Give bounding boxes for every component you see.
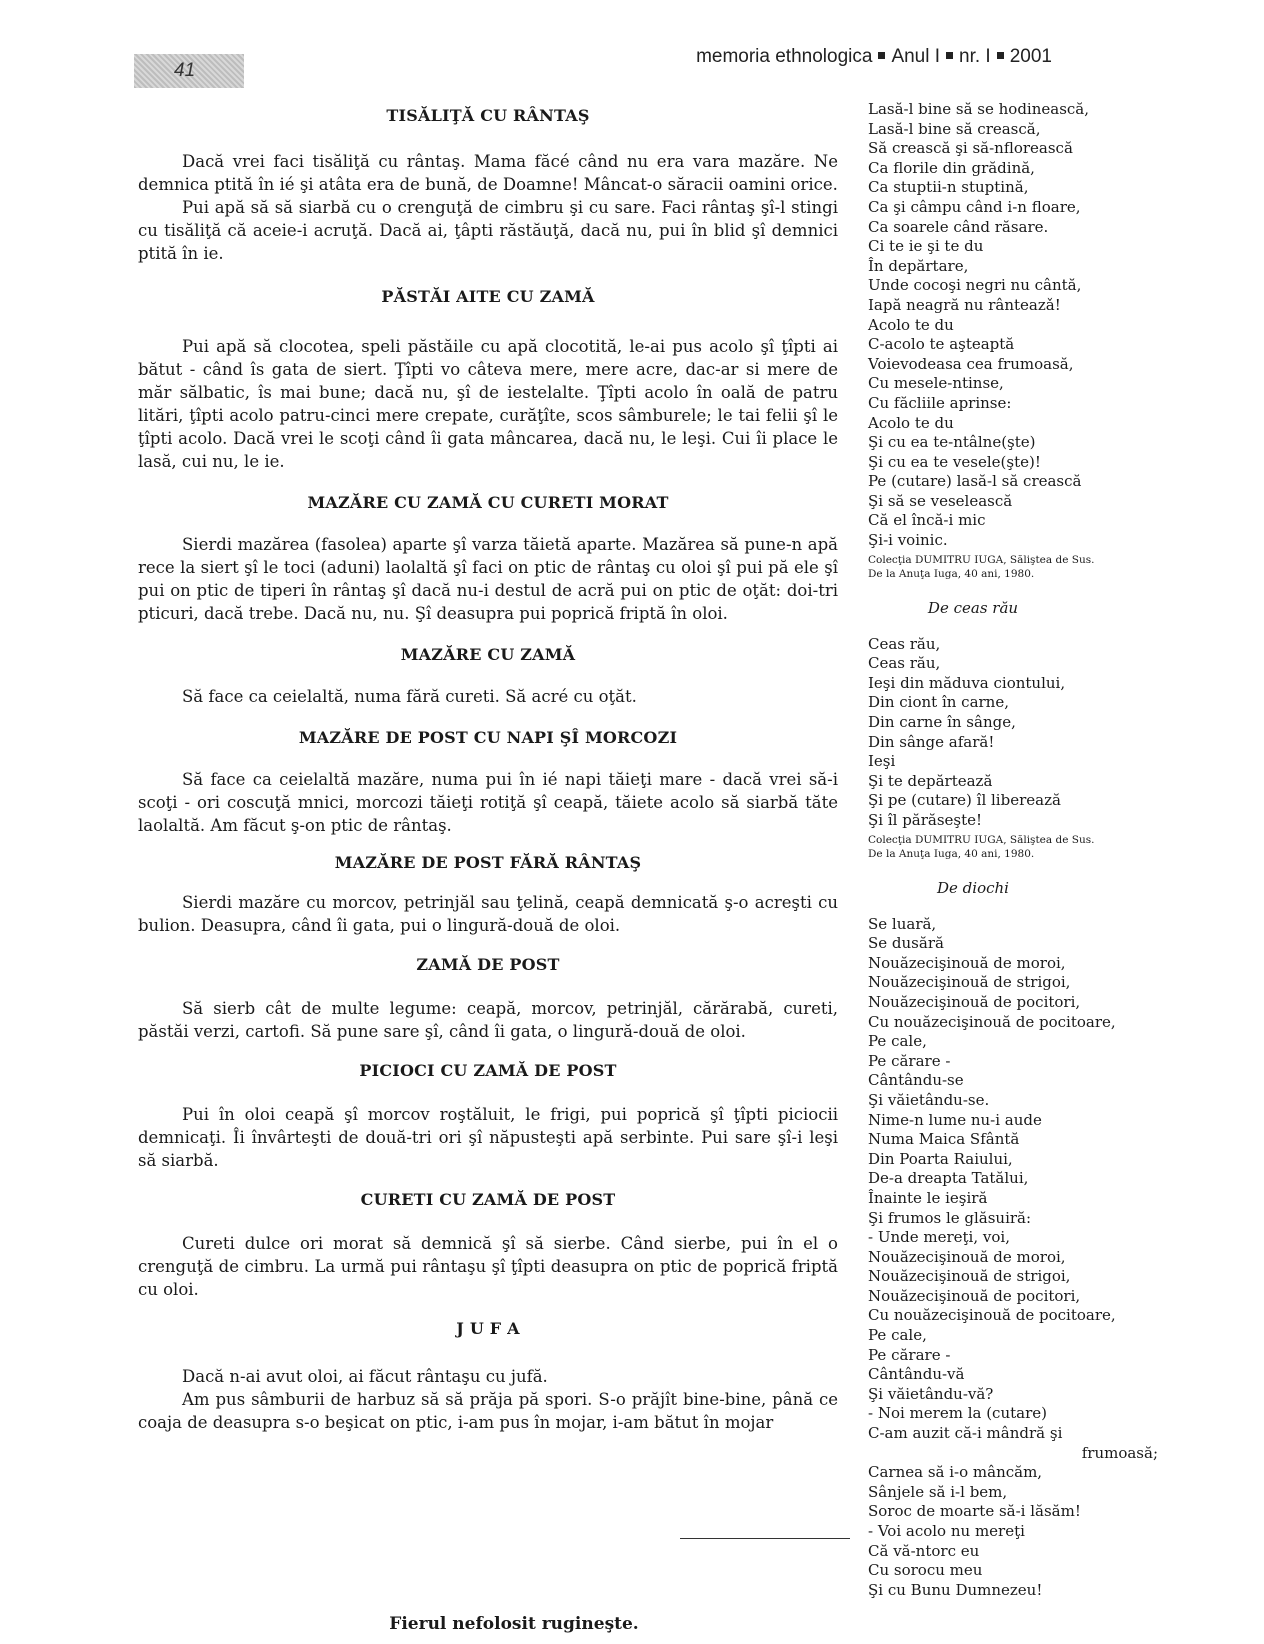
poem-line: Că el încă-i mic [868, 511, 986, 530]
poem-line: De-a dreapta Tatălui, [868, 1169, 1029, 1188]
informant-credit: De la Anuţa Iuga, 40 ani, 1980. [868, 847, 1035, 860]
poem-line: Şi pe (cutare) îl liberează [868, 791, 1061, 810]
poem-line: Ieşi din măduva ciontului, [868, 673, 1066, 692]
recipe-section [138, 287, 838, 473]
poem-line: C-am auzit că-i mândră şi [868, 1424, 1063, 1443]
recipe-paragraph: Dacă n-ai avut oloi, ai făcut rântaşu cu jufă. [182, 1367, 548, 1386]
poem-line: Nime-n lume nu-i aude [868, 1110, 1042, 1129]
recipe-title: MAZĂRE DE POST FĂRĂ RÂNTAŞ [334, 853, 642, 872]
recipe-paragraph: Dacă vrei faci tisăliţă cu rântaş. Mama făcé când nu era vara mazăre. Ne demnica ptită în ié şi atâta era de bună, de Doamne! Mâncat-o săracii oamini orice. [138, 152, 838, 194]
recipe-paragraph: Am pus sâmburii de harbuz să să prăja pă spori. S-o prăjît bine-bine, până ce coaja de deasupra s-o beşicat on ptic, i-am pus în mojar, i-am bătut în mojar [138, 1390, 838, 1432]
poem-line: Şi cu ea te vesele(şte)! [868, 452, 1041, 471]
journal-issue: nr. I [959, 46, 991, 67]
informant-credit: De la Anuţa Iuga, 40 ani, 1980. [868, 567, 1035, 580]
journal-header [696, 46, 1052, 68]
poem-line: Şi văietându-se. [868, 1090, 990, 1109]
page-number: 41 [134, 54, 244, 88]
bullet-square-icon [946, 52, 953, 59]
collection-credit: Colecţia DUMITRU IUGA, Săliştea de Sus. [868, 833, 1095, 846]
bullet-square-icon [997, 52, 1004, 59]
poem-line: Unde cocoşi negri nu cântă, [868, 276, 1082, 295]
poem-line: - Unde mereţi, voi, [868, 1228, 1010, 1247]
recipe-title: MAZĂRE CU ZAMĂ CU CURETI MORAT [307, 493, 669, 512]
poem-line: Cântându-vă [868, 1365, 965, 1384]
poem-line: Cântându-se [868, 1071, 964, 1090]
poem-line: Cu nouăzecişinouă de pocitoare, [868, 1012, 1116, 1031]
poem-line: Acolo te du [868, 413, 954, 432]
recipe-section [138, 955, 838, 1043]
poem-line: Nouăzecişinouă de pocitori, [868, 1286, 1081, 1305]
poem-line: Că vă-ntorc eu [868, 1541, 980, 1560]
recipe-paragraph: Cureti dulce ori morat să demnică şî să sierbe. Când sierbe, pui în el o crenguţă de cimbru. La urmă pui rântaşu şî ţîpti deasupra on ptic de poprică friptă cu oloi. [138, 1234, 838, 1299]
poem-line: Ceas rău, [868, 634, 941, 653]
poem-line: - Noi merem la (cutare) [868, 1404, 1047, 1423]
poem-line: Pe cărare - [868, 1345, 951, 1364]
poems-column [868, 100, 1168, 1600]
recipe-paragraph: Să face ca ceielaltă, numa fără cureti. Să acré cu oţăt. [182, 687, 637, 706]
recipe-title: MAZĂRE CU ZAMĂ [400, 645, 576, 664]
poem-line: Nouăzecişinouă de pocitori, [868, 992, 1081, 1011]
recipe-title: PICIOCI CU ZAMĂ DE POST [359, 1061, 617, 1080]
proverb: Fierul nefolosit rugineşte. [389, 1614, 639, 1634]
poem-line: - Voi acolo nu mereţi [868, 1522, 1025, 1540]
recipe-title: MAZĂRE DE POST CU NAPI ŞÎ MORCOZI [298, 728, 678, 747]
recipe-title: ZAMĂ DE POST [416, 955, 560, 974]
poem-line: Ca şi câmpu când i-n floare, [868, 197, 1081, 216]
recipe-section [138, 728, 838, 837]
recipe-section [138, 1319, 838, 1434]
poem-line-continuation: frumoasă; [1081, 1443, 1158, 1462]
poem-3 [868, 879, 1168, 1601]
recipe-section [138, 493, 838, 625]
recipe-paragraph: Pui apă să clocotea, speli păstăile cu apă clocotită, le-ai pus acolo şî ţîpti ai bătut - când îs gata de siert. Ţîpti vo câteva mere, mere acre, dac-ar si mere de măr sălbatic, îs mai bune; dacă nu, şî de iestelalte. Ţîpti acolo în oală de patru litări, ţîpti acolo patru-cinci mere crepate, curăţîte, scos sâmburele; le tai felii şî le ţîpti acolo. Dacă vrei le scoţi când îi gata mâncarea, dacă nu, le leşi. Cui îi place le lasă, cui nu, le ie. [138, 337, 838, 471]
poem-line: Ca soarele când răsare. [868, 217, 1049, 236]
recipe-paragraph: Să face ca ceielaltă mazăre, numa pui în ié napi tăieţi mare - dacă vrei să-i scoţi - ori coscuţă mnici, morcozi tăieţi rotiţă şî ceapă, tăiete acolo să siarbă tăte laolaltă. Am făcut ş-on ptic de rântaş. [138, 770, 838, 835]
poem-line: Se dusără [868, 934, 944, 953]
journal-year: 2001 [1009, 46, 1052, 67]
poem-line: Şi frumos le glăsuiră: [868, 1208, 1032, 1227]
poem-line: Să crească şi să-nflorească [868, 139, 1073, 158]
poem-line: Ca stuptii-n stuptină, [868, 178, 1029, 197]
recipe-title: PĂSTĂI AITE CU ZAMĂ [381, 287, 595, 306]
recipe-paragraph: Să sierb cât de multe legume: ceapă, morcov, petrinjăl, cărărabă, cureti, păstăi verzi, cartofi. Să pune sare şî, când îi gata, o lingură-două de oloi. [138, 999, 838, 1041]
collection-credit: Colecţia DUMITRU IUGA, Săliştea de Sus. [868, 553, 1095, 566]
poem-line: Carnea să i-o mâncăm, [868, 1463, 1043, 1482]
poem-2 [868, 599, 1168, 861]
poem-line: Cu mesele-ntinse, [868, 374, 1004, 393]
journal-year-label: Anul I [891, 46, 941, 67]
poem-line: Şi îl părăseşte! [868, 811, 983, 829]
poem-line: Iapă neagră nu rânteazǎ! [868, 295, 1061, 314]
poem-line: Ieşi [868, 752, 896, 771]
poem-line: Ci te ie şi te du [868, 237, 984, 256]
poem-line: Pe cale, [868, 1326, 927, 1345]
recipe-section [138, 1061, 838, 1172]
poem-line: Cu sorocu meu [868, 1561, 983, 1580]
recipe-paragraph: Pui apă să să siarbă cu o crenguţă de cimbru şi cu sare. Faci rântaş şî-l stingi cu tisăliţă că aceie-i acruţă. Dacă ai, ţâpti răstăuţă, dacă nu, pui în blid şî demnici ptită în ie. [138, 198, 838, 263]
poem-line: Lasă-l bine să se hodinească, [868, 100, 1090, 118]
poem-line: Numa Maica Sfântă [868, 1130, 1020, 1149]
poem-title: De diochi [937, 878, 1009, 897]
poem-line: Din carne în sânge, [868, 713, 1016, 732]
recipe-section [138, 106, 838, 265]
poem-line: Sânjele să i-l bem, [868, 1482, 1008, 1501]
poem-line: În depărtare, [868, 256, 969, 275]
recipe-section [138, 645, 838, 708]
bullet-square-icon [878, 52, 885, 59]
poem-line: Cu făcliile aprinse: [868, 393, 1012, 412]
poem-line: C-acolo te aşteaptă [868, 335, 1015, 354]
recipe-title: TISĂLIŢĂ CU RÂNTAŞ [386, 106, 590, 125]
poem-line: Nouăzecişinouă de strigoi, [868, 1267, 1071, 1286]
recipe-section [138, 853, 838, 937]
recipe-paragraph: Sierdi mazăre cu morcov, petrinjăl sau ţelină, ceapă demnicată ş-o acreşti cu bulion. Deasupra, când îi gata, pui o lingură-două de oloi. [138, 893, 838, 935]
poem-line: Soroc de moarte să-i lăsăm! [868, 1502, 1081, 1521]
poem-line: Şi văietându-vă? [868, 1384, 994, 1403]
journal-name: memoria ethnologica [696, 46, 873, 67]
poem-line: Din Poarta Raiului, [868, 1149, 1013, 1168]
poem-line: Voievodeasa cea frumoasă, [868, 354, 1074, 373]
poem-line: Nouăzecişinouă de moroi, [868, 953, 1066, 972]
poem-line: Şi să se veselească [868, 491, 1013, 510]
divider-line [680, 1538, 850, 1539]
poem-line: Şi te depărtează [868, 771, 993, 790]
poem-line: Ceas rău, [868, 654, 941, 673]
poem-line: Acolo te du [868, 315, 954, 334]
poem-line: Pe cale, [868, 1032, 927, 1051]
poem-line: Şi-i voinic. [868, 531, 948, 550]
recipes-column [138, 100, 838, 1434]
recipe-title: CURETI CU ZAMĂ DE POST [360, 1190, 616, 1209]
poem-line: Cu nouăzecişinouă de pocitoare, [868, 1306, 1116, 1325]
poem-title: De ceas rău [927, 598, 1019, 617]
poem-line: Nouăzecişinouă de strigoi, [868, 973, 1071, 992]
poem-1 [868, 100, 1168, 581]
poem-line: Din sânge afară! [868, 732, 995, 751]
poem-line: Din ciont în carne, [868, 693, 1009, 712]
poem-line: Ca florile din grădină, [868, 158, 1035, 177]
poem-line: Lasă-l bine să crească, [868, 119, 1041, 138]
poem-line: Şi cu ea te-ntâlne(şte) [868, 433, 1036, 452]
recipe-paragraph: Pui în oloi ceapă şî morcov roştăluit, le frigi, pui poprică şî ţîpti piciocii demnicaţi. Îi învârteşti de două-tri ori şî năpusteşti apă serbinte. Pui sare şî-i leşi să siarbă. [138, 1105, 838, 1170]
recipe-paragraph: Sierdi mazărea (fasolea) aparte şî varza tăietă aparte. Mazărea să pune-n apă rece la siert şî le toci (aduni) laolaltă şî faci on ptic de rântaş cu oloi şî pui pă ele şî pui on ptic de tiperi în rântaş şî dacă nu-i destul de acră pui on ptic de oţăt: doi-tri pticuri, dacă trebe. Dacă nu, nu. Şî deasupra pui poprică friptă în oloi. [138, 535, 838, 623]
poem-line: Pe (cutare) lasă-l să crească [868, 472, 1082, 491]
poem-line: Şi cu Bunu Dumnezeu! [868, 1580, 1043, 1599]
recipe-section [138, 1190, 838, 1301]
recipe-title: J U F A [456, 1319, 520, 1338]
poem-line: Pe cărare - [868, 1051, 951, 1070]
poem-line: Se luară, [868, 914, 937, 933]
poem-line: Înainte le ieşiră [868, 1188, 988, 1207]
poem-line: Nouăzecişinouă de moroi, [868, 1247, 1066, 1266]
